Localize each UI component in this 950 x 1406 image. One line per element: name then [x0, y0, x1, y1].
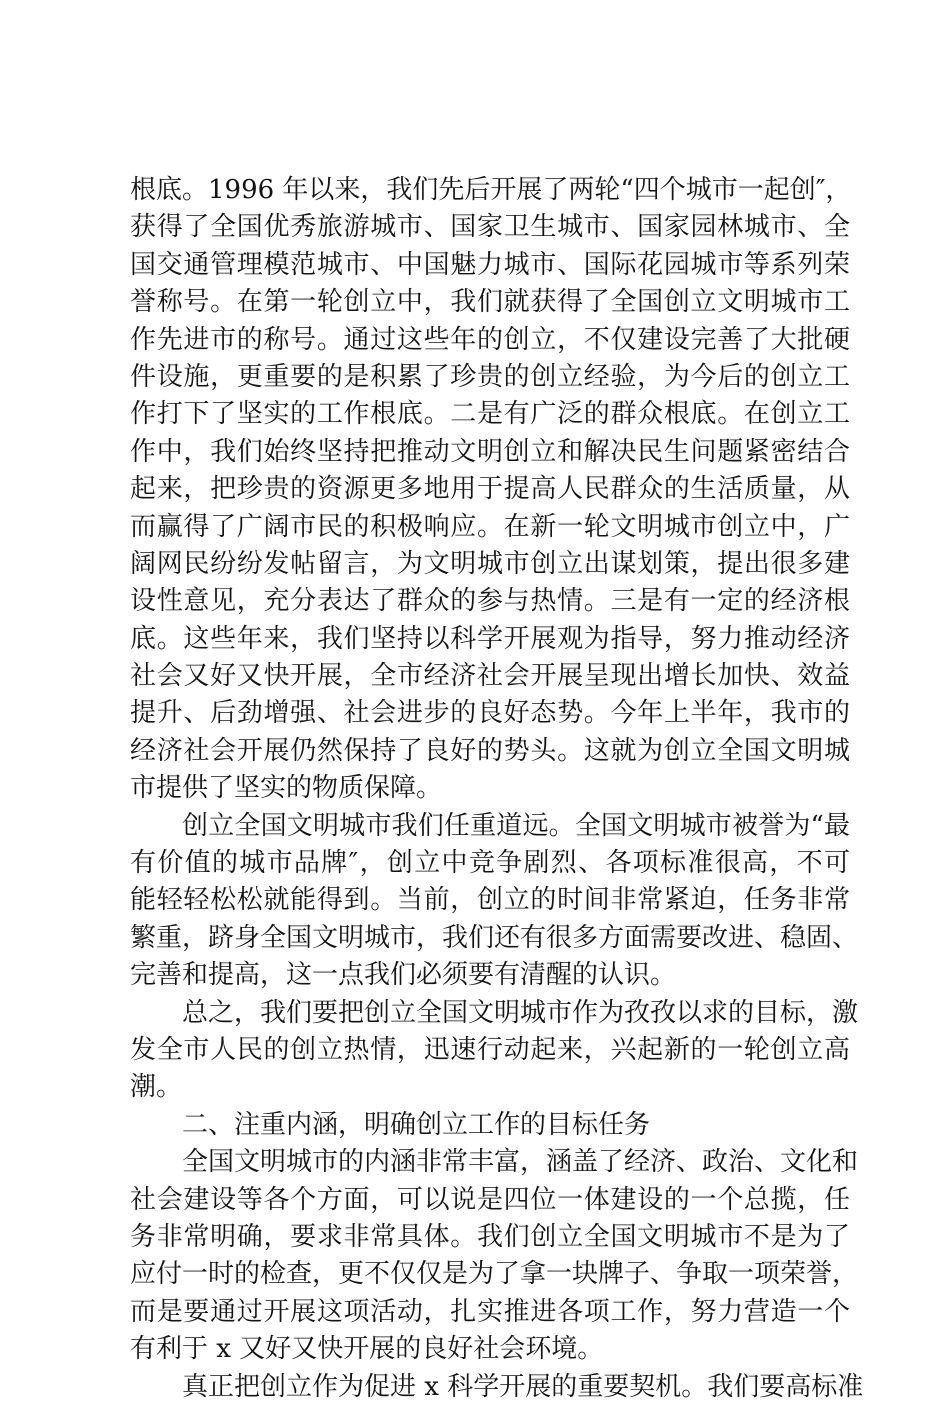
paragraph-connotation [130, 1144, 859, 1368]
text-line: 阔网民纷纷发帖留言，为文明城市创立出谋划策，提出很多建 [130, 548, 850, 579]
text-line: 起来，把珍贵的资源更多地用于提高人民群众的生活质量，从 [130, 474, 850, 505]
text-line: 作先进市的称号。通过这些年的创立，不仅建设完善了大批硬 [130, 324, 850, 355]
text-line: 潮。 [130, 1072, 183, 1103]
section-heading [130, 1107, 850, 1144]
text-line: 务非常明确，要求非常具体。我们创立全国文明城市不是为了 [130, 1221, 850, 1252]
text-line: 创立全国文明城市我们任重道远。全国文明城市被誉为“最 [182, 810, 850, 841]
text-line: 作打下了坚实的工作根底。二是有广泛的群众根底。在创立工 [130, 399, 850, 430]
text-line: 而是要通过开展这项活动，扎实推进各项工作，努力营造一个 [130, 1296, 850, 1327]
text-line: 完善和提高，这一点我们必须要有清醒的认识。 [130, 960, 677, 991]
text-line: 经济社会开展仍然保持了良好的势头。这就为创立全国文明城 [130, 735, 850, 766]
text-line: 市提供了坚实的物质保障。 [130, 773, 443, 804]
text-line: 全国文明城市的内涵非常丰富，涵盖了经济、政治、文化和 [182, 1147, 859, 1178]
text-line: 提升、后劲增强、社会进步的良好态势。今年上半年，我市的 [130, 698, 850, 729]
heading-text: 二、注重内涵，明确创立工作的目标任务 [182, 1109, 651, 1140]
text-line: 真正把创立作为促进 x 科学开展的重要契机。我们要高标准 [182, 1371, 864, 1402]
text-line: 誉称号。在第一轮创立中，我们就获得了全国创立文明城市工 [130, 287, 850, 318]
text-line: 获得了全国优秀旅游城市、国家卫生城市、国家园林城市、全 [130, 212, 850, 243]
text-line: 件设施，更重要的是积累了珍贵的创立经验，为今后的创立工 [130, 361, 850, 392]
text-line: 国交通管理模范城市、中国魅力城市、国际花园城市等系列荣 [130, 249, 850, 280]
text-line: 有价值的城市品牌″，创立中竞争剧烈、各项标准很高，不可 [130, 848, 850, 879]
text-line: 根底。1996 年以来，我们先后开展了两轮“四个城市一起创″， [130, 175, 852, 205]
text-line: 设性意见，充分表达了群众的参与热情。三是有一定的经济根 [130, 586, 850, 617]
text-line: 繁重，跻身全国文明城市，我们还有很多方面需要改进、稳固、 [130, 922, 859, 953]
document-body [130, 172, 864, 1406]
text-line: 应付一时的检查，更不仅仅是为了拿一块牌子、争取一项荣誉， [130, 1259, 859, 1290]
text-line: 总之，我们要把创立全国文明城市作为孜孜以求的目标，激 [182, 997, 859, 1028]
paragraph-continuation [130, 172, 850, 808]
text-line: 社会建设等各个方面，可以说是四位一体建设的一个总揽，任 [130, 1184, 850, 1215]
text-line: 社会又好又快开展，全市经济社会开展呈现出增长加快、效益 [130, 661, 850, 692]
text-line: 能轻轻松松就能得到。当前，创立的时间非常紧迫，任务非常 [130, 885, 850, 916]
text-line: 有利于 x 又好又快开展的良好社会环境。 [130, 1334, 604, 1365]
text-line: 底。这些年来，我们坚持以科学开展观为指导，努力推动经济 [130, 623, 850, 654]
paragraph-mission [130, 808, 859, 995]
paragraph-summary [130, 995, 859, 1107]
text-line: 而赢得了广阔市民的积极响应。在新一轮文明城市创立中，广 [130, 511, 850, 542]
text-line: 发全市人民的创立热情，迅速行动起来，兴起新的一轮创立高 [130, 1034, 850, 1065]
paragraph-opportunity [130, 1369, 864, 1406]
text-line: 作中，我们始终坚持把推动文明创立和解决民生问题紧密结合 [130, 436, 850, 467]
